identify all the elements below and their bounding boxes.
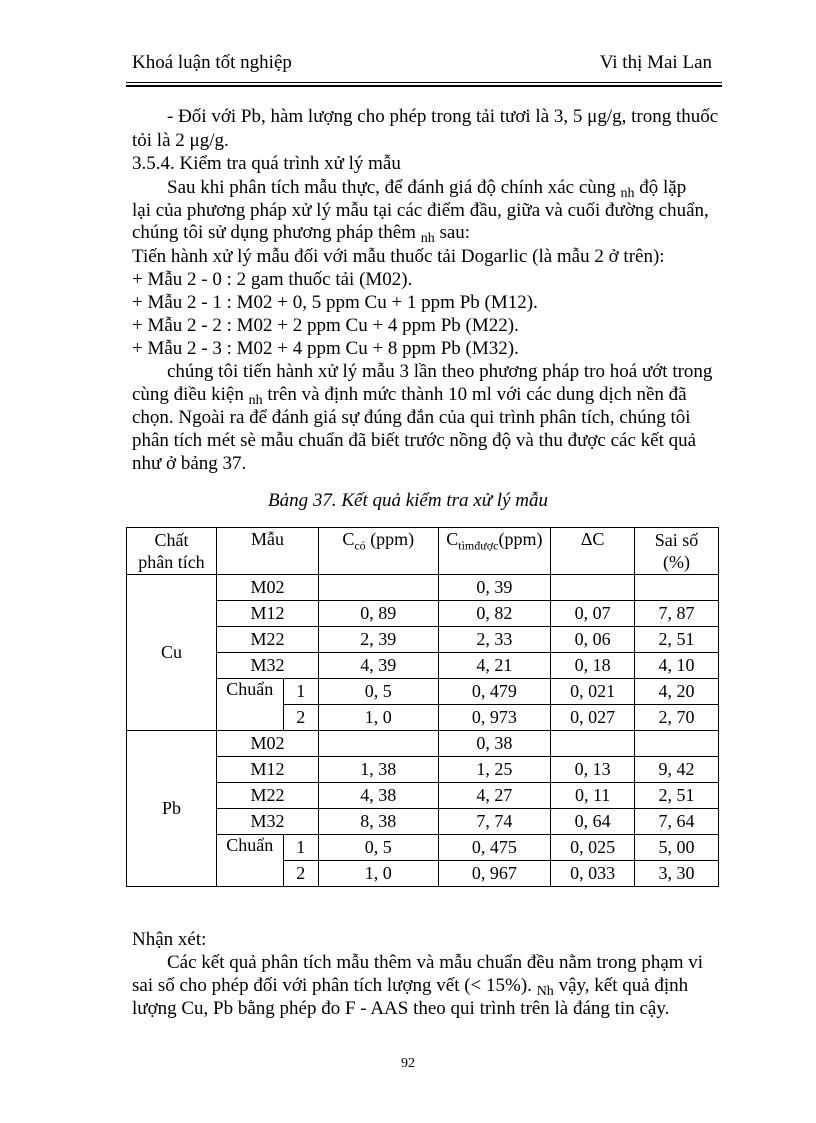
standard-index: 1 xyxy=(283,835,318,861)
c-co-cell: 0, 89 xyxy=(319,601,439,627)
list-item: + Mẫu 2 - 1 : M02 + 0, 5 ppm Cu + 1 ppm Pb (M12). xyxy=(132,292,538,313)
table-caption: Bảng 37. Kết quả kiểm tra xử lý mẫu xyxy=(267,490,548,511)
sample-cell: M02 xyxy=(216,575,318,601)
list-item: + Mẫu 2 - 0 : 2 gam thuốc tải (M02). xyxy=(132,269,413,290)
c-found-cell: 7, 74 xyxy=(438,809,551,835)
header-sample: Mẫu xyxy=(216,528,318,575)
header-rule xyxy=(126,82,722,87)
header-author: Vi thị Mai Lan xyxy=(599,52,712,73)
error-cell: 7, 64 xyxy=(635,809,719,835)
error-cell: 3, 30 xyxy=(635,861,719,887)
header-title: Khoá luận tốt nghiệp xyxy=(132,52,292,73)
sample-cell: M32 xyxy=(216,809,318,835)
header-delta-c: ΔC xyxy=(551,528,635,575)
list-item: + Mẫu 2 - 3 : M02 + 4 ppm Cu + 8 ppm Pb (M32). xyxy=(132,338,519,359)
paragraph-line: tỏi là 2 μg/g. xyxy=(132,130,229,151)
paragraph-line: như ở bảng 37. xyxy=(132,453,247,474)
error-cell: 5, 00 xyxy=(635,835,719,861)
header-analyte: Chất phân tích xyxy=(127,528,217,575)
c-found-cell: 0, 479 xyxy=(438,679,551,705)
delta-cell: 0, 021 xyxy=(551,679,635,705)
paragraph-line: chúng tôi tiến hành xử lý mẫu 3 lần theo phương pháp tro hoá ướt trong xyxy=(167,361,713,382)
delta-cell: 0, 18 xyxy=(551,653,635,679)
paragraph-line: cùng điều kiện $_{nh}$ trên và định mức thành 10 ml với các dung dịch nền đã xyxy=(132,384,687,408)
header-error: Sai số (%) xyxy=(635,528,719,575)
c-found-cell: 0, 967 xyxy=(438,861,551,887)
paragraph-line: phân tích mét sè mẫu chuẩn đã biết trước nồng độ và thu được các kết quả xyxy=(132,430,697,451)
paragraph-line: lượng Cu, Pb bằng phép đo F - AAS theo qui trình trên là đáng tin cậy. xyxy=(132,998,670,1019)
c-co-cell: 2, 39 xyxy=(319,627,439,653)
standard-label: Chuẩn xyxy=(216,679,283,731)
list-item: + Mẫu 2 - 2 : M02 + 2 ppm Cu + 4 ppm Pb (M22). xyxy=(132,315,519,336)
table-row xyxy=(127,575,719,601)
c-co-cell: 0, 5 xyxy=(319,679,439,705)
c-co-cell: 4, 38 xyxy=(319,783,439,809)
paragraph-line: sai số cho phép đối với phân tích lượng vết (< 15%). $_{Nh}$ vậy, kết quả định xyxy=(132,975,689,999)
delta-cell xyxy=(551,731,635,757)
page-number: 92 xyxy=(401,1056,415,1071)
standard-index: 2 xyxy=(283,861,318,887)
delta-cell: 0, 11 xyxy=(551,783,635,809)
delta-cell: 0, 027 xyxy=(551,705,635,731)
analyte-cu: Cu xyxy=(127,575,217,731)
analyte-pb: Pb xyxy=(127,731,217,887)
error-cell xyxy=(635,731,719,757)
delta-cell xyxy=(551,575,635,601)
delta-cell: 0, 64 xyxy=(551,809,635,835)
paragraph-line: Các kết quả phân tích mẫu thêm và mẫu chuẩn đều nằm trong phạm vi xyxy=(167,952,704,973)
results-table xyxy=(126,527,719,887)
c-found-cell: 0, 973 xyxy=(438,705,551,731)
sample-cell: M22 xyxy=(216,783,318,809)
paragraph-line: - Đối với Pb, hàm lượng cho phép trong tải tươi là 3, 5 μg/g, trong thuốc xyxy=(167,106,719,127)
standard-index: 1 xyxy=(283,679,318,705)
paragraph-line: Sau khi phân tích mẫu thực, để đánh giá độ chính xác cùng $_{nh}$ độ lặp xyxy=(167,177,687,201)
error-cell xyxy=(635,575,719,601)
c-found-cell: 4, 21 xyxy=(438,653,551,679)
standard-index: 2 xyxy=(283,705,318,731)
c-co-cell: 8, 38 xyxy=(319,809,439,835)
error-cell: 2, 70 xyxy=(635,705,719,731)
c-co-cell xyxy=(319,731,439,757)
paragraph-line: chọn. Ngoài ra để đánh giá sự đúng đắn của qui trình phân tích, chúng tôi xyxy=(132,407,691,428)
error-cell: 7, 87 xyxy=(635,601,719,627)
header-c-found: $C_{tìmđược}(ppm)$ xyxy=(438,528,551,575)
c-found-cell: 0, 38 xyxy=(438,731,551,757)
header-c-co: $C_{có}$ (ppm) xyxy=(319,528,439,575)
section-heading: 3.5.4. Kiểm tra quá trình xử lý mẫu xyxy=(132,153,401,174)
c-found-cell: 1, 25 xyxy=(438,757,551,783)
paragraph-line: chúng tôi sử dụng phương pháp thêm $_{nh}$ sau: xyxy=(132,222,471,246)
table-header-row xyxy=(127,528,719,575)
c-found-cell: 4, 27 xyxy=(438,783,551,809)
sample-cell: M12 xyxy=(216,757,318,783)
sample-cell: M22 xyxy=(216,627,318,653)
error-cell: 4, 20 xyxy=(635,679,719,705)
error-cell: 2, 51 xyxy=(635,627,719,653)
paragraph-line: lại của phương pháp xử lý mẫu tại các điểm đầu, giữa và cuối đường chuẩn, xyxy=(132,200,709,221)
delta-cell: 0, 025 xyxy=(551,835,635,861)
error-cell: 2, 51 xyxy=(635,783,719,809)
error-cell: 4, 10 xyxy=(635,653,719,679)
delta-cell: 0, 13 xyxy=(551,757,635,783)
delta-cell: 0, 033 xyxy=(551,861,635,887)
c-co-cell xyxy=(319,575,439,601)
remark-title: Nhận xét: xyxy=(132,929,207,950)
sample-cell: M32 xyxy=(216,653,318,679)
standard-label: Chuẩn xyxy=(216,835,283,887)
c-co-cell: 4, 39 xyxy=(319,653,439,679)
c-co-cell: 1, 0 xyxy=(319,861,439,887)
error-cell: 9, 42 xyxy=(635,757,719,783)
c-found-cell: 0, 82 xyxy=(438,601,551,627)
delta-cell: 0, 07 xyxy=(551,601,635,627)
delta-cell: 0, 06 xyxy=(551,627,635,653)
table-row xyxy=(127,731,719,757)
c-found-cell: 0, 39 xyxy=(438,575,551,601)
c-found-cell: 2, 33 xyxy=(438,627,551,653)
sample-cell: M02 xyxy=(216,731,318,757)
c-co-cell: 0, 5 xyxy=(319,835,439,861)
sample-cell: M12 xyxy=(216,601,318,627)
c-co-cell: 1, 0 xyxy=(319,705,439,731)
c-co-cell: 1, 38 xyxy=(319,757,439,783)
c-found-cell: 0, 475 xyxy=(438,835,551,861)
paragraph-line: Tiến hành xử lý mẫu đối với mẫu thuốc tải Dogarlic (là mẫu 2 ở trên): xyxy=(132,246,665,267)
